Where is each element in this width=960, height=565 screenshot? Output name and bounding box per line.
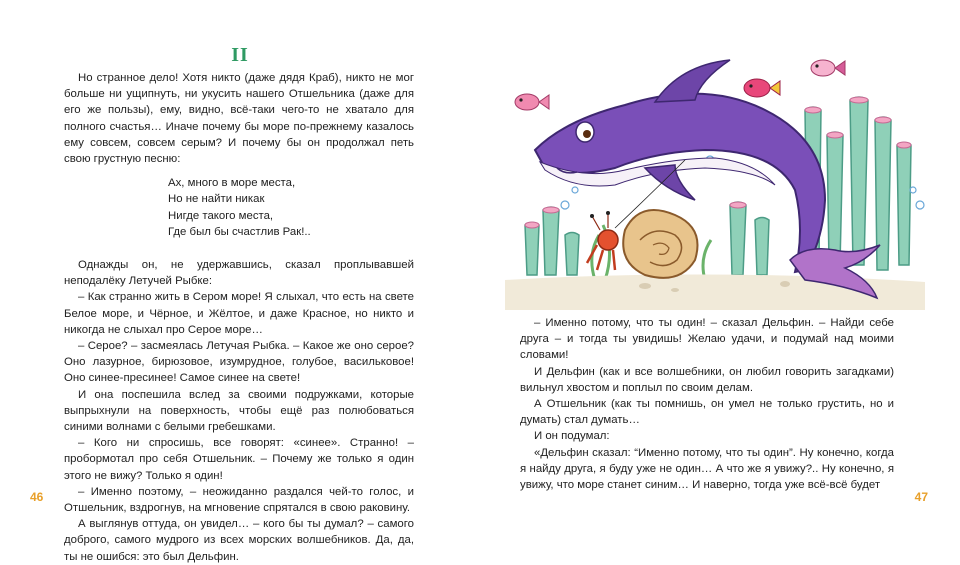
poem [168, 175, 414, 240]
paragraph: – Именно поэтому, – неожиданно раздался чей-то голос, и Отшельник, вздрогнув, на мгновение спрятался в свою раковину. [64, 485, 414, 515]
paragraph: А выглянув оттуда, он увидел… – кого бы ты думал? – самого доброго, самого мудрого из всех морских волшебников. Да, да, ты не ошибся: это был Дельфин. [64, 518, 414, 563]
fish-icon [515, 94, 549, 110]
paragraph: А Отшельник (как ты помнишь, он умел не только грустить, но и думать) стал думать… [520, 398, 894, 427]
left-text [64, 70, 414, 565]
fish-icon [744, 79, 780, 97]
paragraph: «Дельфин сказал: “Именно потому, что ты один”. Ну конечно, когда я найду друга, я буду уже не один… А что же я увижу?.. Ну конечно, я увижу, что море станет синим… И наверно, тогда уже всё-всё будет [520, 446, 894, 492]
left-page [0, 0, 480, 563]
page-number: 47 [914, 490, 928, 504]
paragraph: – Кого ни спросишь, все говорят: «синее». Странно! – пробормотал про себя Отшельник. – Почему же только я один этого не вижу? Только я один! [64, 437, 414, 482]
paragraph: – Как странно жить в Сером море! Я слыхал, что есть на свете Белое море, и Чёрное, и Жёлтое, и даже Красное, но никто и никогда не слыхал про Серое море… [64, 291, 414, 336]
paragraph: И он подумал: [534, 430, 610, 443]
paragraph: – Серое? – засмеялась Летучая Рыбка. – Какое же оно серое? Оно лазурное, бирюзовое, изумрудное, голубое, васильковое! Оно синее-пресинее! Самое синее на свете! [64, 340, 414, 385]
poem-line: Но не найти никак [168, 193, 265, 206]
chapter-heading: II [231, 44, 249, 66]
page-number: 46 [30, 490, 44, 504]
fish-icon [811, 60, 845, 76]
paragraph: И Дельфин (как и все волшебники, он любил говорить загадками) вильнул хвостом и поплыл по своим делам. [520, 365, 894, 394]
poem-line: Ах, много в море места, [168, 177, 296, 190]
dolphin-illustration [505, 40, 925, 310]
paragraph: Однажды он, не удержавшись, сказал проплывавшей неподалёку Летучей Рыбке: [64, 259, 414, 288]
poem-line: Где был бы счастлив Рак!.. [168, 225, 311, 238]
right-text [520, 315, 894, 493]
paragraph: И она поспешила вслед за своими подружками, которые выпрыхнули на поверхность, чтобы ещё раз полюбоваться синими волнами с белыми гребешками. [64, 388, 414, 434]
right-page [480, 0, 960, 532]
paragraph: Но странное дело! Хотя никто (даже дядя Краб), никто не мог больше ни ущипнуть, ни укусить нашего Отшельника (даже для его же пользы), ему, видно, всё-таки чего-то не хватало для полного счастья… Иначе почему бы море по-прежнему казалось ему совсем, совсем серым? И почему бы он продолжал петь свою грустную песню: [64, 72, 414, 166]
paragraph: – Именно потому, что ты один! – сказал Дельфин. – Найди себе друга – и тогда ты увидишь! Желаю удачи, и подумай над моими словами! [520, 317, 894, 362]
poem-line: Нигде такого места, [168, 209, 274, 222]
